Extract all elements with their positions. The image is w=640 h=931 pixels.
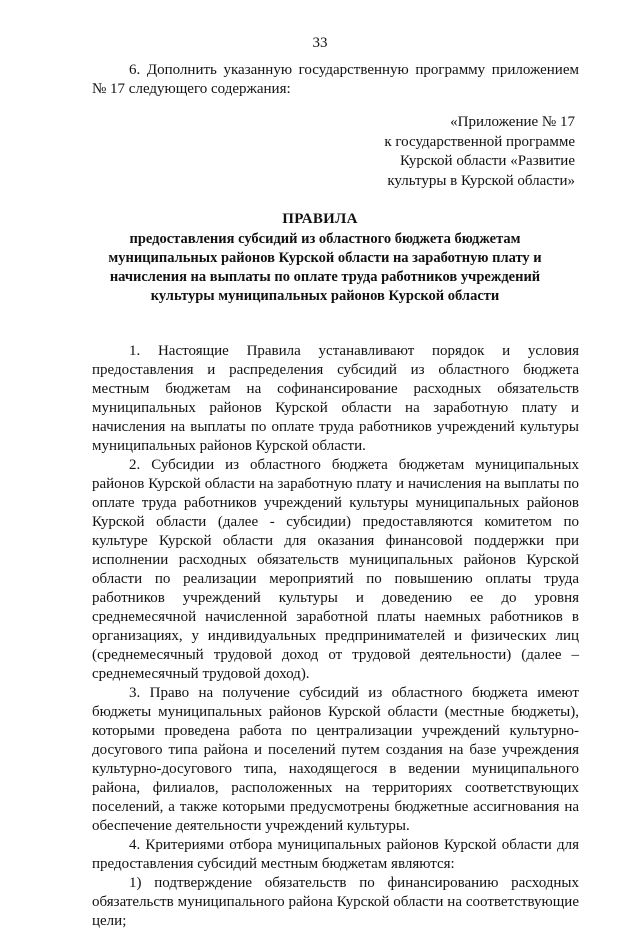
intro-paragraph: 6. Дополнить указанную государственную программу приложением № 17 следующего содержания: bbox=[92, 62, 579, 97]
rules-body bbox=[92, 342, 579, 931]
paragraph: 1. Настоящие Правила устанавливают порядок и условия предоставления и распределения субсидий из областного бюджета местным бюджетам на софинансирование расходных обязательств муниципальных районов Курской области на заработную плату и начисления на выплаты по оплате труда работников учреждений культуры муниципальных районов Курской области. bbox=[92, 343, 579, 454]
appendix-line: «Приложение № 17 bbox=[450, 114, 575, 130]
paragraph: 3. Право на получение субсидий из областного бюджета имеют бюджеты муниципальных районов Курской области (местные бюджеты), которыми проведена работа по централизации учреждений культурно-досугового типа района и поселений путем создания на базе учреждения культурно-досугового типа, находящегося в ведении муниципального района, филиалов, расположенных на территориях соответствующих поселений, а также которыми предусмотрены бюджетные ассигнования на обеспечение деятельности учреждений культуры. bbox=[92, 685, 579, 834]
rules-title: ПРАВИЛА bbox=[282, 211, 358, 227]
appendix-header bbox=[370, 113, 575, 191]
paragraph: 1) подтверждение обязательств по финансированию расходных обязательств муниципального района Курской области на соответствующие цели; bbox=[92, 875, 579, 929]
rules-subtitle bbox=[100, 230, 550, 306]
paragraph: 2. Субсидии из областного бюджета бюджетам муниципальных районов Курской области на заработную плату и начисления на выплаты по оплате труда работников учреждений культуры муниципальных районов Курской области (далее - субсидии) предоставляются комитетом по культуре Курской области для оказания финансовой поддержки при исполнении расходных обязательств муниципальных районов Курской области по реализации мероприятий по повышению оплаты труда работников учреждений культуры и доведению ее до уровня среднемесячной начисленной заработной платы наемных работников в организациях, у индивидуальных предпринимателей и физических лиц (среднемесячный трудовой доход от трудовой деятельности) (далее – среднемесячный трудовой доход). bbox=[92, 457, 579, 682]
rules-subtitle-line: культуры муниципальных районов Курской области bbox=[150, 288, 500, 304]
rules-subtitle-line: предоставления субсидий из областного бюджета бюджетам bbox=[129, 231, 521, 247]
appendix-line: Курской области «Развитие bbox=[399, 153, 575, 169]
paragraph: 4. Критериями отбора муниципальных районов Курской области для предоставления субсидий местным бюджетам являются: bbox=[92, 837, 579, 872]
page-number: 33 bbox=[312, 35, 328, 51]
rules-subtitle-line: начисления на выплаты по оплате труда работников учреждений bbox=[109, 269, 541, 285]
appendix-line: к государственной программе bbox=[384, 133, 575, 150]
appendix-line: культуры в Курской области» bbox=[387, 172, 575, 189]
rules-subtitle-line: муниципальных районов Курской области на заработную плату и bbox=[108, 250, 542, 266]
